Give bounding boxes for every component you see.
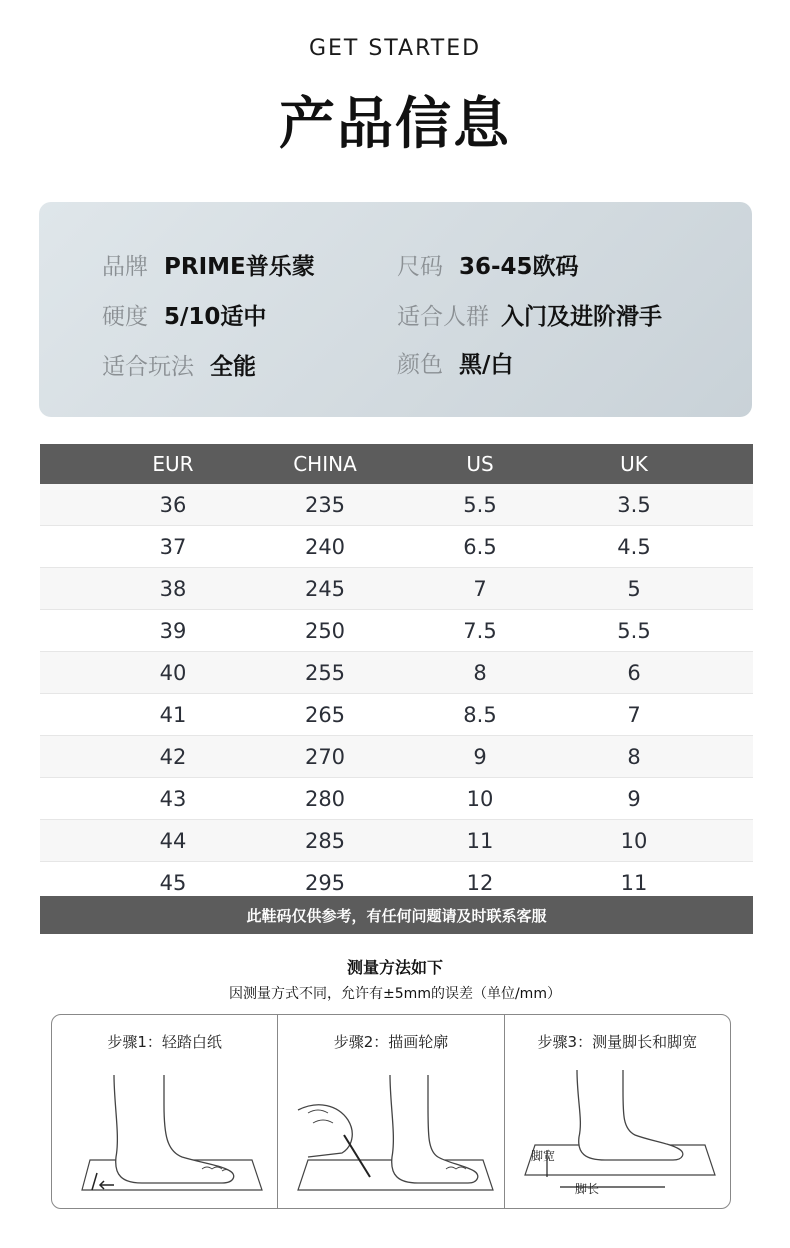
table-cell: 3.5 <box>617 492 651 517</box>
measure-title: 测量方法如下 <box>346 958 443 977</box>
table-row <box>40 778 753 820</box>
info-label-size: 尺码 <box>397 253 443 280</box>
subtitle-en: GET STARTED <box>308 36 482 61</box>
table-cell: 265 <box>304 702 346 727</box>
info-value-hardness: 5/10适中 <box>164 303 267 330</box>
table-row <box>40 736 753 778</box>
table-cell: 45 <box>159 870 187 895</box>
table-cell: 8.5 <box>463 702 497 727</box>
step-3-label: 步骤3：测量脚长和脚宽 <box>537 1033 698 1051</box>
info-value-brand: PRIME普乐蒙 <box>164 253 315 280</box>
table-cell: 10 <box>466 786 494 811</box>
size-table-header <box>40 444 753 484</box>
info-color <box>397 344 513 380</box>
foot-width-label: 脚宽 <box>530 1149 555 1163</box>
step-2-trace-illustration <box>278 1065 504 1205</box>
info-size <box>397 246 579 282</box>
table-cell: 38 <box>159 576 187 601</box>
table-cell: 9 <box>627 786 641 811</box>
table-cell: 8 <box>627 744 641 769</box>
table-row <box>40 652 753 694</box>
measure-note: 因测量方式不同，允许有±5mm的误差（单位/mm） <box>229 986 561 1002</box>
header-eur: EUR <box>152 452 194 476</box>
header-china: CHINA <box>293 452 357 476</box>
table-row <box>40 694 753 736</box>
table-cell: 12 <box>466 870 494 895</box>
table-cell: 5 <box>627 576 641 601</box>
size-disclaimer: 此鞋码仅供参考，有任何问题请及时联系客服 <box>40 896 753 934</box>
size-table <box>40 444 753 904</box>
table-cell: 4.5 <box>617 534 651 559</box>
table-cell: 41 <box>159 702 187 727</box>
step-2-label: 步骤2：描画轮廓 <box>333 1033 449 1051</box>
table-row <box>40 568 753 610</box>
page-title: 产品信息 <box>279 92 511 157</box>
table-cell: 285 <box>304 828 346 853</box>
product-info-card <box>39 202 752 417</box>
info-label-play: 适合玩法 <box>102 353 194 380</box>
table-cell: 6.5 <box>463 534 497 559</box>
header-us: US <box>466 452 494 476</box>
info-value-play: 全能 <box>210 353 256 380</box>
table-cell: 42 <box>159 744 187 769</box>
info-value-audience: 入门及进阶滑手 <box>501 303 662 330</box>
table-cell: 255 <box>304 660 346 685</box>
step-1-foot-illustration <box>52 1065 278 1205</box>
table-cell: 235 <box>304 492 346 517</box>
info-value-size: 36-45欧码 <box>459 253 579 280</box>
info-label-hardness: 硬度 <box>102 303 148 330</box>
table-cell: 250 <box>304 618 346 643</box>
table-cell: 40 <box>159 660 187 685</box>
table-cell: 240 <box>304 534 346 559</box>
table-row <box>40 526 753 568</box>
info-label-color: 颜色 <box>397 351 443 378</box>
table-cell: 11 <box>620 870 648 895</box>
step-1 <box>52 1015 278 1208</box>
info-play <box>102 346 256 382</box>
table-cell: 7 <box>627 702 641 727</box>
info-label-audience: 适合人群 <box>397 303 489 330</box>
table-cell: 11 <box>466 828 494 853</box>
table-cell: 7.5 <box>463 618 497 643</box>
table-cell: 10 <box>620 828 648 853</box>
table-row <box>40 484 753 526</box>
measure-steps <box>51 1014 731 1209</box>
step-1-label: 步骤1：轻踏白纸 <box>107 1033 222 1051</box>
table-cell: 270 <box>304 744 346 769</box>
table-cell: 280 <box>304 786 346 811</box>
table-cell: 37 <box>159 534 187 559</box>
step-3 <box>505 1015 730 1208</box>
table-cell: 295 <box>304 870 346 895</box>
table-cell: 5.5 <box>617 618 651 643</box>
info-brand <box>102 246 315 282</box>
foot-length-label: 脚长 <box>574 1182 599 1196</box>
info-value-color: 黑/白 <box>459 351 514 378</box>
table-cell: 8 <box>473 660 487 685</box>
header-uk: UK <box>620 452 648 476</box>
step-2 <box>278 1015 504 1208</box>
table-cell: 39 <box>159 618 187 643</box>
table-row <box>40 610 753 652</box>
table-cell: 7 <box>473 576 487 601</box>
info-hardness <box>102 296 266 332</box>
table-cell: 5.5 <box>463 492 497 517</box>
info-label-brand: 品牌 <box>102 253 148 280</box>
table-row <box>40 820 753 862</box>
info-audience <box>397 296 662 332</box>
table-cell: 44 <box>159 828 187 853</box>
step-3-measure-illustration <box>505 1065 731 1205</box>
table-cell: 245 <box>304 576 346 601</box>
table-cell: 43 <box>159 786 187 811</box>
table-cell: 36 <box>159 492 187 517</box>
table-cell: 6 <box>627 660 641 685</box>
table-cell: 9 <box>473 744 487 769</box>
